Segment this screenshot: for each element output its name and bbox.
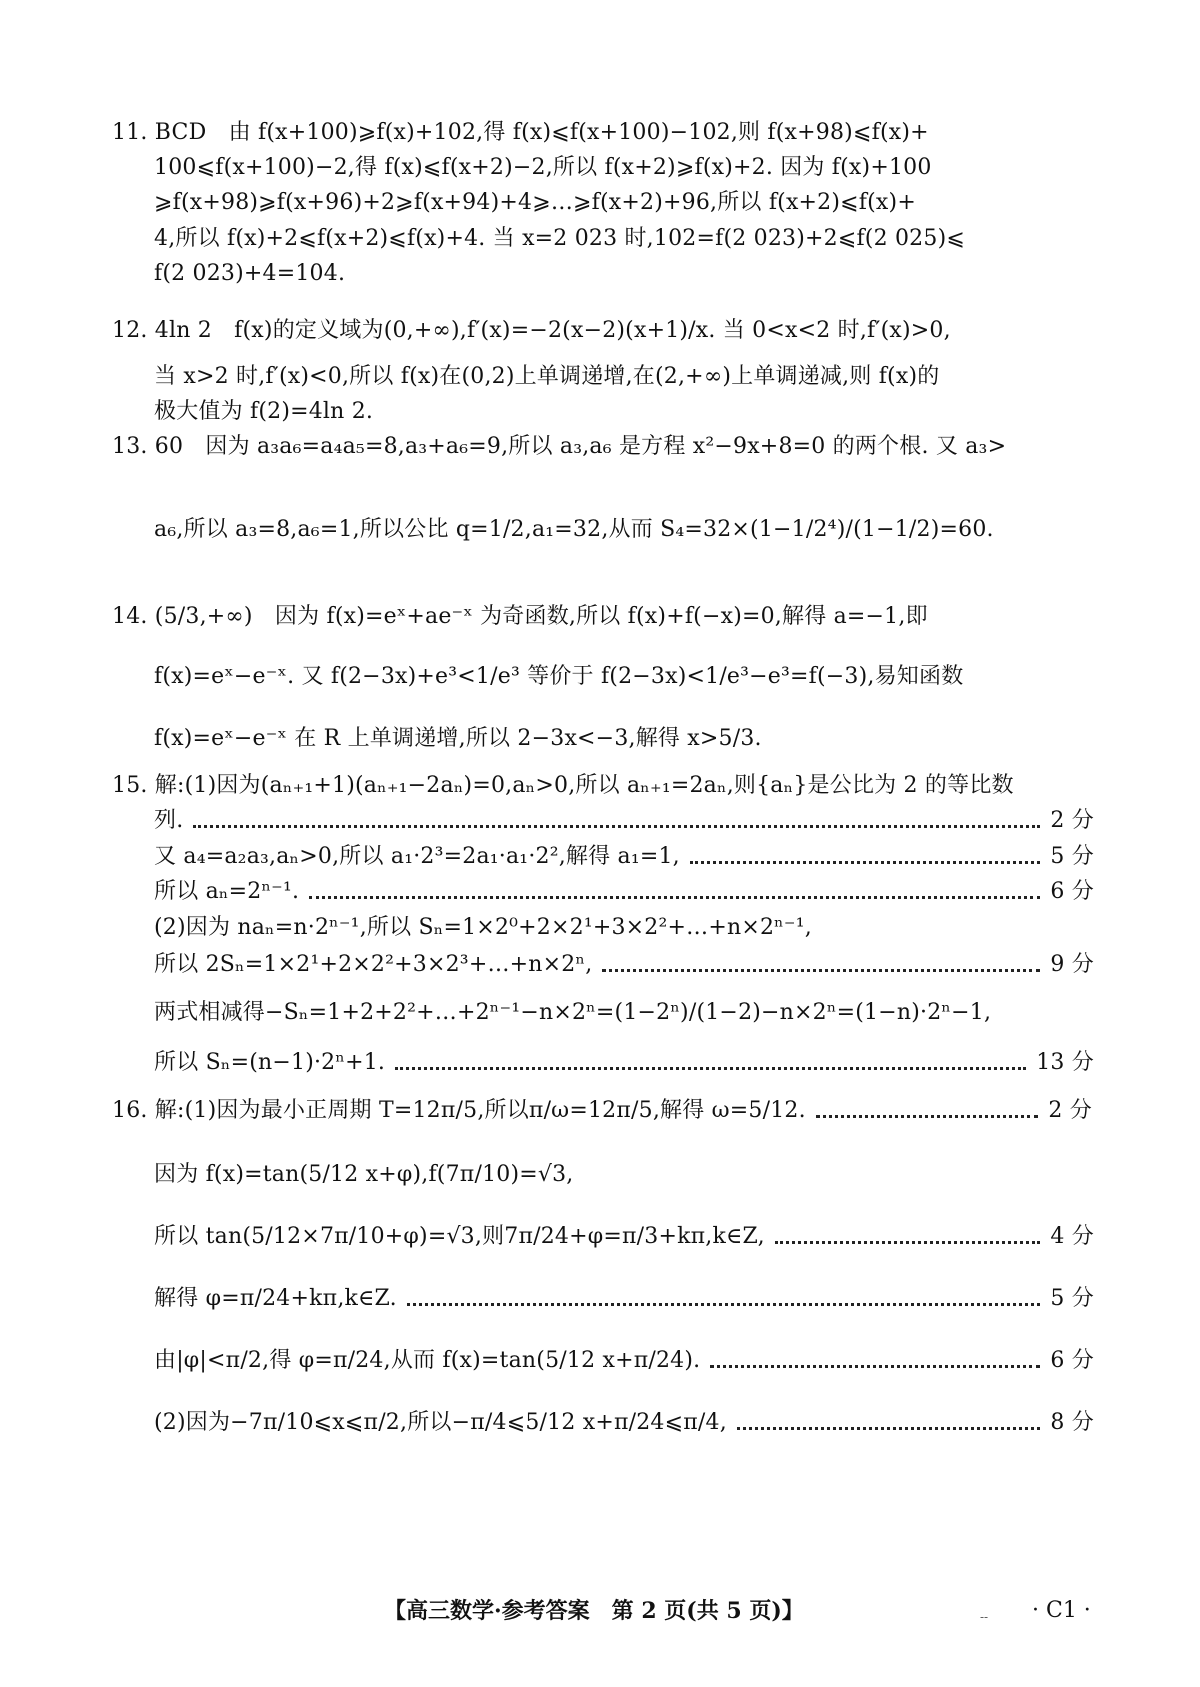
q12-line-1: 12. 4ln 2 f(x)的定义域为(0,+∞),f′(x)=−2(x−2)(x+1)/x. 当 0<x<2 时,f′(x)>0, — [112, 318, 951, 343]
step-text: 由|φ|<π/2,得 φ=π/24,从而 f(x)=tan(5/12 x+π/24). — [154, 1348, 701, 1373]
step-text: 16. 解:(1)因为最小正周期 T=12π/5,所以π/ω=12π/5,解得 ω=5/12. — [112, 1098, 806, 1123]
q15-step-3 — [154, 877, 1094, 907]
q11-line-2: 100⩽f(x+100)−2,得 f(x)⩽f(x+2)−2,所以 f(x+2)⩾f(x)+2. 因为 f(x)+100 — [154, 155, 932, 180]
step-text: 所以 aₙ=2ⁿ⁻¹. — [154, 879, 300, 904]
q11-line-1: 11. BCD 由 f(x+100)⩾f(x)+102,得 f(x)⩽f(x+100)−102,则 f(x+98)⩽f(x)+ — [112, 120, 929, 145]
q16-step-5 — [154, 1346, 1094, 1376]
q16-step-1 — [112, 1096, 1092, 1126]
q16-step-6 — [154, 1408, 1094, 1438]
step-score: 6 分 — [1050, 1348, 1094, 1373]
step-score: 13 分 — [1036, 1050, 1094, 1075]
q12-line-3: 极大值为 f(2)=4ln 2. — [154, 399, 374, 424]
step-text: (2)因为−7π/10⩽x⩽π/2,所以−π/4⩽5/12 x+π/24⩽π/4, — [154, 1410, 727, 1435]
leader-dots — [690, 859, 1041, 864]
q16-step-2: 因为 f(x)=tan(5/12 x+φ),f(7π/10)=√3, — [154, 1162, 574, 1187]
q14-line-1: 14. (5/3,+∞) 因为 f(x)=eˣ+ae⁻ˣ 为奇函数,所以 f(x)+f(−x)=0,解得 a=−1,即 — [112, 604, 928, 629]
q15-step-1 — [154, 806, 1094, 836]
q13-line-2: a₆,所以 a₃=8,a₆=1,所以公比 q=1/2,a₁=32,从而 S₄=32×(1−1/2⁴)/(1−1/2)=60. — [154, 517, 994, 542]
q15-step-2 — [154, 842, 1094, 872]
leader-dots — [602, 967, 1040, 972]
footer-mark: -- — [980, 1610, 989, 1624]
step-score: 6 分 — [1050, 879, 1094, 904]
step-text: 所以 2Sₙ=1×2¹+2×2²+3×2³+…+n×2ⁿ, — [154, 952, 593, 977]
step-score: 5 分 — [1050, 844, 1094, 869]
q11-line-4: 4,所以 f(x)+2⩽f(x+2)⩽f(x)+4. 当 x=2 023 时,102=f(2 023)+2⩽f(2 025)⩽ — [154, 226, 965, 251]
step-score: 2 分 — [1050, 808, 1094, 833]
leader-dots — [710, 1363, 1040, 1368]
step-text: 又 a₄=a₂a₃,aₙ>0,所以 a₁·2³=2a₁·a₁·2²,解得 a₁=1, — [154, 844, 680, 869]
step-text: 解得 φ=π/24+kπ,k∈Z. — [154, 1286, 397, 1311]
page-footer-code: · C1 · — [1032, 1598, 1091, 1623]
leader-dots — [395, 1065, 1026, 1070]
q16-step-3 — [154, 1222, 1094, 1252]
step-text: 所以 Sₙ=(n−1)·2ⁿ+1. — [154, 1050, 386, 1075]
q11-line-5: f(2 023)+4=104. — [154, 261, 346, 286]
step-score: 2 分 — [1048, 1098, 1092, 1123]
leader-dots — [816, 1113, 1039, 1118]
q15-part2: (2)因为 naₙ=n·2ⁿ⁻¹,所以 Sₙ=1×2⁰+2×2¹+3×2²+…+n×2ⁿ⁻¹, — [154, 915, 812, 940]
q15-step-13 — [154, 1048, 1094, 1078]
step-text: 列. — [154, 808, 184, 833]
q13-line-1: 13. 60 因为 a₃a₆=a₄a₅=8,a₃+a₆=9,所以 a₃,a₆ 是方程 x²−9x+8=0 的两个根. 又 a₃> — [112, 434, 1007, 459]
step-score: 9 分 — [1050, 952, 1094, 977]
leader-dots — [775, 1239, 1041, 1244]
step-score: 5 分 — [1050, 1286, 1094, 1311]
q15-intro: 15. 解:(1)因为(aₙ₊₁+1)(aₙ₊₁−2aₙ)=0,aₙ>0,所以 aₙ₊₁=2aₙ,则{aₙ}是公比为 2 的等比数 — [112, 773, 1014, 798]
leader-dots — [407, 1301, 1041, 1306]
q16-step-4 — [154, 1284, 1094, 1314]
q15-step-9 — [154, 950, 1094, 980]
leader-dots — [193, 823, 1040, 828]
leader-dots — [309, 894, 1040, 899]
q14-line-3: f(x)=eˣ−e⁻ˣ 在 R 上单调递增,所以 2−3x<−3,解得 x>5/3. — [154, 726, 762, 751]
page-footer-title: 【高三数学·参考答案 第 2 页(共 5 页)】 — [384, 1598, 804, 1624]
step-score: 4 分 — [1050, 1224, 1094, 1249]
step-score: 8 分 — [1050, 1410, 1094, 1435]
leader-dots — [737, 1425, 1040, 1430]
q12-line-2: 当 x>2 时,f′(x)<0,所以 f(x)在(0,2)上单调递增,在(2,+∞)上单调递减,则 f(x)的 — [154, 364, 940, 389]
q15-subtract: 两式相减得−Sₙ=1+2+2²+…+2ⁿ⁻¹−n×2ⁿ=(1−2ⁿ)/(1−2)−n×2ⁿ=(1−n)·2ⁿ−1, — [154, 1000, 992, 1025]
step-text: 所以 tan(5/12×7π/10+φ)=√3,则7π/24+φ=π/3+kπ,k∈Z, — [154, 1224, 765, 1249]
q14-line-2: f(x)=eˣ−e⁻ˣ. 又 f(2−3x)+e³<1/e³ 等价于 f(2−3x)<1/e³−e³=f(−3),易知函数 — [154, 664, 964, 689]
q11-line-3: ⩾f(x+98)⩾f(x+96)+2⩾f(x+94)+4⩾…⩾f(x+2)+96,所以 f(x+2)⩽f(x)+ — [154, 190, 916, 215]
